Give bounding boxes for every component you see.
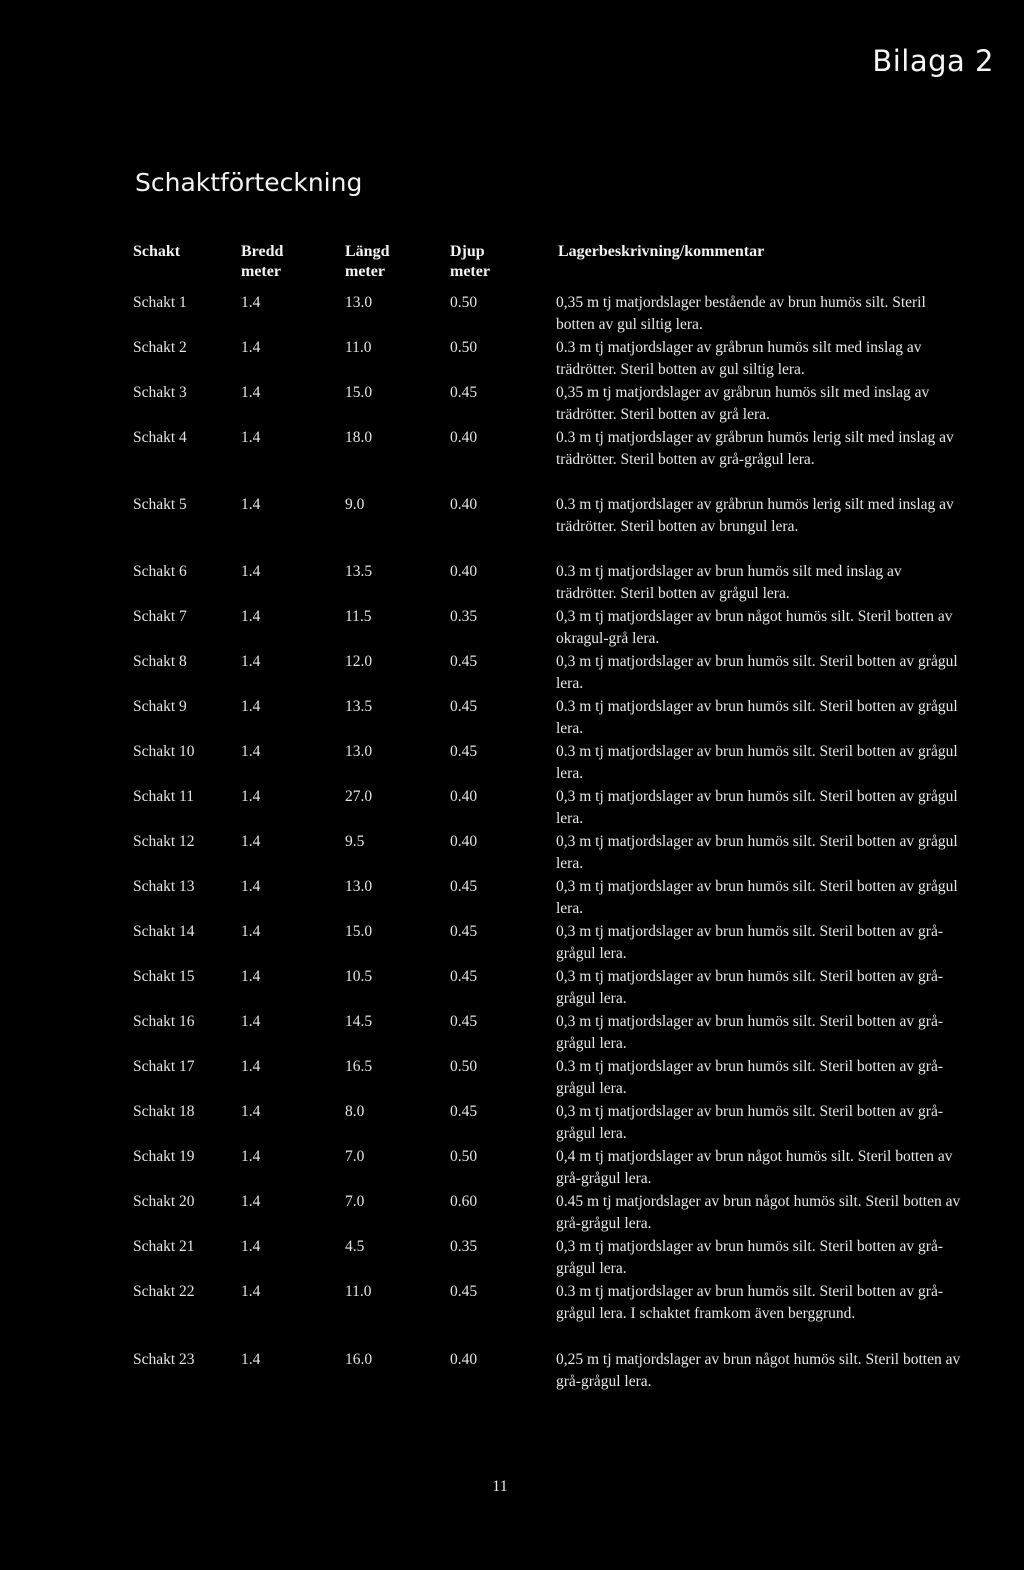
cell-bredd: 1.4 bbox=[241, 1238, 261, 1255]
cell-bredd: 1.4 bbox=[241, 833, 261, 850]
cell-bredd: 1.4 bbox=[241, 384, 261, 401]
cell-schakt: Schakt 6 bbox=[133, 563, 187, 580]
header-djup bbox=[450, 242, 490, 282]
cell-djup: 0.45 bbox=[450, 698, 478, 715]
cell-langd: 4.5 bbox=[345, 1238, 365, 1255]
cell-langd: 18.0 bbox=[345, 429, 373, 446]
cell-lager: 0.3 m tj matjordslager av gråbrun humös lerig silt med inslag av trädrötter. Steril botten av grå-grågul lera. bbox=[556, 429, 954, 468]
cell-lager: 0.3 m tj matjordslager av brun humös silt. Steril botten av grågul lera. bbox=[556, 743, 958, 782]
table-row bbox=[0, 876, 1024, 921]
page-number: 11 bbox=[492, 1478, 508, 1495]
cell-bredd: 1.4 bbox=[241, 1103, 261, 1120]
cell-schakt: Schakt 23 bbox=[133, 1351, 195, 1368]
cell-lager: 0,3 m tj matjordslager av brun humös silt. Steril botten av grå-grågul lera. bbox=[556, 1238, 944, 1277]
header-schakt: Schakt bbox=[133, 243, 181, 260]
cell-lager: 0.3 m tj matjordslager av gråbrun humös lerig silt med inslag av trädrötter. Steril botten av brungul lera. bbox=[556, 496, 954, 535]
cell-lager: 0,35 m tj matjordslager av gråbrun humös silt med inslag av trädrötter. Steril botten av grå lera. bbox=[556, 384, 930, 423]
cell-schakt: Schakt 20 bbox=[133, 1193, 195, 1210]
table-row bbox=[0, 494, 1024, 561]
cell-bredd: 1.4 bbox=[241, 496, 261, 513]
cell-lager: 0.3 m tj matjordslager av brun humös silt. Steril botten av grå-grågul lera. bbox=[556, 1058, 944, 1097]
cell-langd: 10.5 bbox=[345, 968, 373, 985]
cell-djup: 0.45 bbox=[450, 923, 478, 940]
page-title: Schaktförteckning bbox=[135, 168, 363, 197]
table-row bbox=[0, 921, 1024, 966]
cell-langd: 16.0 bbox=[345, 1351, 373, 1368]
table-row bbox=[0, 292, 1024, 337]
cell-bredd: 1.4 bbox=[241, 743, 261, 760]
table-row bbox=[0, 1191, 1024, 1236]
cell-djup: 0.40 bbox=[450, 833, 478, 850]
header-langd bbox=[345, 242, 389, 282]
appendix-label: Bilaga 2 bbox=[872, 44, 994, 78]
cell-djup: 0.50 bbox=[450, 1148, 478, 1165]
cell-lager: 0,3 m tj matjordslager av brun humös silt. Steril botten av grå-grågul lera. bbox=[556, 1013, 944, 1052]
cell-djup: 0.50 bbox=[450, 294, 478, 311]
cell-schakt: Schakt 14 bbox=[133, 923, 195, 940]
cell-bredd: 1.4 bbox=[241, 429, 261, 446]
cell-schakt: Schakt 1 bbox=[133, 294, 187, 311]
table-row bbox=[0, 382, 1024, 427]
cell-bredd: 1.4 bbox=[241, 608, 261, 625]
table-row bbox=[0, 1056, 1024, 1101]
cell-langd: 12.0 bbox=[345, 653, 373, 670]
cell-djup: 0.50 bbox=[450, 339, 478, 356]
cell-schakt: Schakt 7 bbox=[133, 608, 187, 625]
table-row bbox=[0, 606, 1024, 651]
table-row bbox=[0, 1101, 1024, 1146]
cell-lager: 0,3 m tj matjordslager av brun humös silt. Steril botten av grå-grågul lera. bbox=[556, 923, 944, 962]
cell-lager: 0,35 m tj matjordslager bestående av brun humös silt. Steril botten av gul siltig lera. bbox=[556, 294, 926, 333]
table-row bbox=[0, 696, 1024, 741]
table-row bbox=[0, 786, 1024, 831]
cell-bredd: 1.4 bbox=[241, 968, 261, 985]
cell-djup: 0.45 bbox=[450, 384, 478, 401]
cell-schakt: Schakt 10 bbox=[133, 743, 195, 760]
cell-djup: 0.40 bbox=[450, 563, 478, 580]
cell-bredd: 1.4 bbox=[241, 698, 261, 715]
cell-schakt: Schakt 2 bbox=[133, 339, 187, 356]
table-header bbox=[0, 242, 1024, 292]
cell-bredd: 1.4 bbox=[241, 294, 261, 311]
cell-djup: 0.45 bbox=[450, 1013, 478, 1030]
cell-schakt: Schakt 22 bbox=[133, 1283, 195, 1300]
cell-djup: 0.35 bbox=[450, 608, 478, 625]
cell-langd: 7.0 bbox=[345, 1193, 365, 1210]
cell-lager: 0,3 m tj matjordslager av brun något humös silt. Steril botten av okragul-grå lera. bbox=[556, 608, 953, 647]
cell-schakt: Schakt 17 bbox=[133, 1058, 195, 1075]
cell-djup: 0.45 bbox=[450, 743, 478, 760]
cell-langd: 27.0 bbox=[345, 788, 373, 805]
cell-djup: 0.40 bbox=[450, 788, 478, 805]
cell-schakt: Schakt 4 bbox=[133, 429, 187, 446]
cell-bredd: 1.4 bbox=[241, 653, 261, 670]
cell-lager: 0,4 m tj matjordslager av brun något humös silt. Steril botten av grå-grågul lera. bbox=[556, 1148, 953, 1187]
cell-langd: 11.0 bbox=[345, 1283, 372, 1300]
cell-djup: 0.40 bbox=[450, 1351, 478, 1368]
cell-langd: 11.5 bbox=[345, 608, 372, 625]
cell-bredd: 1.4 bbox=[241, 1351, 261, 1368]
cell-lager: 0,3 m tj matjordslager av brun humös silt. Steril botten av grågul lera. bbox=[556, 833, 958, 872]
cell-djup: 0.45 bbox=[450, 653, 478, 670]
cell-lager: 0,3 m tj matjordslager av brun humös silt. Steril botten av grå-grågul lera. bbox=[556, 968, 944, 1007]
cell-schakt: Schakt 21 bbox=[133, 1238, 195, 1255]
cell-djup: 0.60 bbox=[450, 1193, 478, 1210]
cell-langd: 7.0 bbox=[345, 1148, 365, 1165]
cell-lager: 0.45 m tj matjordslager av brun något humös silt. Steril botten av grå-grågul lera. bbox=[556, 1193, 961, 1232]
cell-bredd: 1.4 bbox=[241, 878, 261, 895]
table-row bbox=[0, 1236, 1024, 1281]
cell-bredd: 1.4 bbox=[241, 1058, 261, 1075]
table-row bbox=[0, 1349, 1024, 1394]
table-body bbox=[0, 292, 1024, 1394]
cell-bredd: 1.4 bbox=[241, 1193, 261, 1210]
cell-schakt: Schakt 8 bbox=[133, 653, 187, 670]
table-row bbox=[0, 1011, 1024, 1056]
cell-djup: 0.40 bbox=[450, 429, 478, 446]
cell-langd: 13.5 bbox=[345, 698, 373, 715]
cell-langd: 9.0 bbox=[345, 496, 365, 513]
cell-lager: 0.3 m tj matjordslager av brun humös silt. Steril botten av grågul lera. bbox=[556, 698, 958, 737]
cell-langd: 16.5 bbox=[345, 1058, 373, 1075]
header-djup-text: Djup meter bbox=[450, 243, 490, 280]
cell-lager: 0,3 m tj matjordslager av brun humös silt. Steril botten av grå-grågul lera. bbox=[556, 1103, 944, 1142]
cell-langd: 9.5 bbox=[345, 833, 365, 850]
header-lager: Lagerbeskrivning/kommentar bbox=[558, 243, 765, 260]
cell-schakt: Schakt 13 bbox=[133, 878, 195, 895]
cell-langd: 14.5 bbox=[345, 1013, 373, 1030]
cell-lager: 0,25 m tj matjordslager av brun något humös silt. Steril botten av grå-grågul lera. bbox=[556, 1351, 961, 1390]
table-row bbox=[0, 1146, 1024, 1191]
cell-lager: 0.3 m tj matjordslager av gråbrun humös silt med inslag av trädrötter. Steril botten av gul siltig lera. bbox=[556, 339, 922, 378]
cell-schakt: Schakt 15 bbox=[133, 968, 195, 985]
table-row bbox=[0, 1281, 1024, 1349]
cell-bredd: 1.4 bbox=[241, 923, 261, 940]
cell-schakt: Schakt 11 bbox=[133, 788, 194, 805]
cell-djup: 0.45 bbox=[450, 968, 478, 985]
trench-table bbox=[0, 242, 1024, 1394]
cell-langd: 13.0 bbox=[345, 878, 373, 895]
table-row bbox=[0, 427, 1024, 494]
cell-bredd: 1.4 bbox=[241, 563, 261, 580]
table-row bbox=[0, 561, 1024, 606]
cell-langd: 8.0 bbox=[345, 1103, 365, 1120]
cell-schakt: Schakt 16 bbox=[133, 1013, 195, 1030]
header-bredd bbox=[241, 242, 283, 282]
cell-lager: 0.3 m tj matjordslager av brun humös silt. Steril botten av grå-grågul lera. I schaktet framkom även berggrund. bbox=[556, 1283, 944, 1322]
cell-lager: 0,3 m tj matjordslager av brun humös silt. Steril botten av grågul lera. bbox=[556, 653, 958, 692]
table-row bbox=[0, 966, 1024, 1011]
cell-langd: 13.0 bbox=[345, 294, 373, 311]
table-row bbox=[0, 741, 1024, 786]
cell-djup: 0.40 bbox=[450, 496, 478, 513]
cell-langd: 11.0 bbox=[345, 339, 372, 356]
cell-djup: 0.35 bbox=[450, 1238, 478, 1255]
cell-langd: 13.5 bbox=[345, 563, 373, 580]
cell-langd: 15.0 bbox=[345, 923, 373, 940]
header-langd-text: Längd meter bbox=[345, 243, 390, 280]
cell-schakt: Schakt 5 bbox=[133, 496, 187, 513]
cell-schakt: Schakt 3 bbox=[133, 384, 187, 401]
cell-bredd: 1.4 bbox=[241, 339, 261, 356]
cell-schakt: Schakt 9 bbox=[133, 698, 187, 715]
cell-bredd: 1.4 bbox=[241, 1148, 261, 1165]
cell-lager: 0,3 m tj matjordslager av brun humös silt. Steril botten av grågul lera. bbox=[556, 788, 958, 827]
table-row bbox=[0, 831, 1024, 876]
cell-lager: 0.3 m tj matjordslager av brun humös silt med inslag av trädrötter. Steril botten av grågul lera. bbox=[556, 563, 902, 602]
cell-bredd: 1.4 bbox=[241, 1013, 261, 1030]
cell-djup: 0.50 bbox=[450, 1058, 478, 1075]
cell-bredd: 1.4 bbox=[241, 1283, 261, 1300]
cell-djup: 0.45 bbox=[450, 878, 478, 895]
cell-schakt: Schakt 18 bbox=[133, 1103, 195, 1120]
header-bredd-text: Bredd meter bbox=[241, 243, 284, 280]
table-row bbox=[0, 651, 1024, 696]
cell-djup: 0.45 bbox=[450, 1283, 478, 1300]
cell-lager: 0,3 m tj matjordslager av brun humös silt. Steril botten av grågul lera. bbox=[556, 878, 958, 917]
cell-langd: 15.0 bbox=[345, 384, 373, 401]
cell-schakt: Schakt 19 bbox=[133, 1148, 195, 1165]
table-row bbox=[0, 337, 1024, 382]
cell-schakt: Schakt 12 bbox=[133, 833, 195, 850]
cell-djup: 0.45 bbox=[450, 1103, 478, 1120]
cell-langd: 13.0 bbox=[345, 743, 373, 760]
cell-bredd: 1.4 bbox=[241, 788, 261, 805]
